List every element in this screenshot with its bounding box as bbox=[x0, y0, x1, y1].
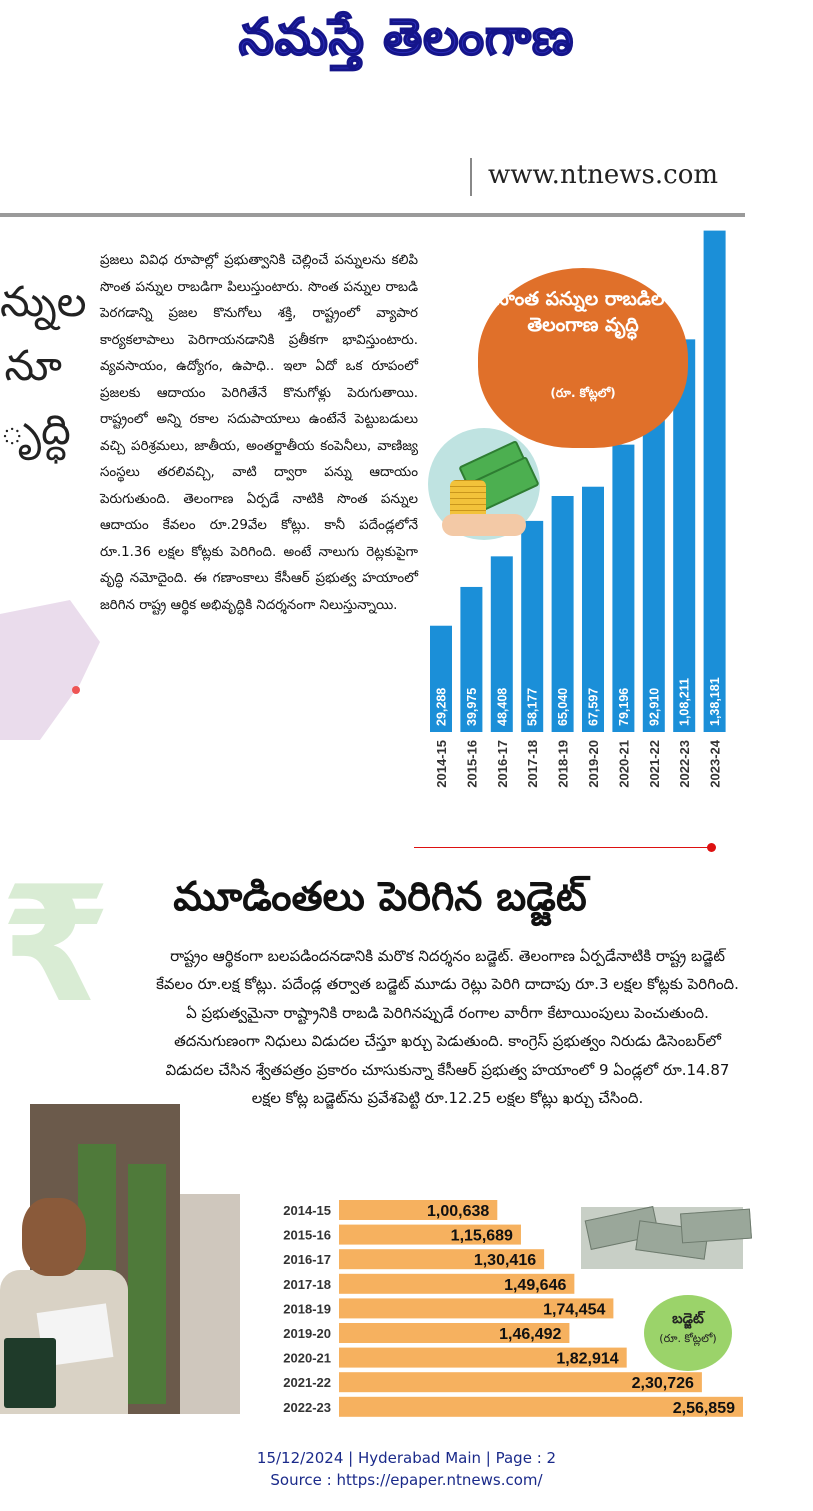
section-separator-dot bbox=[707, 843, 716, 852]
budget-bar-value-label: 2,30,726 bbox=[631, 1375, 694, 1393]
tax-bar-value-label: 1,38,181 bbox=[708, 677, 723, 726]
budget-year-tick-label: 2021-22 bbox=[283, 1375, 331, 1391]
tax-bar-value-label: 65,040 bbox=[556, 687, 571, 726]
budget-year-tick-label: 2016-17 bbox=[283, 1252, 331, 1268]
passbook-graphic bbox=[4, 1338, 56, 1408]
tax-year-tick-label: 2017-18 bbox=[525, 740, 541, 788]
budget-year-tick-label: 2020-21 bbox=[283, 1350, 331, 1366]
tax-bar-value-label: 39,975 bbox=[464, 687, 479, 726]
tax-bar-value-label: 58,177 bbox=[525, 687, 540, 726]
budget-year-tick-label: 2018-19 bbox=[283, 1301, 331, 1317]
partial-headline bbox=[0, 270, 87, 462]
rupee-icon: ₹ bbox=[0, 851, 112, 1038]
tax-year-tick-label: 2015-16 bbox=[464, 740, 480, 788]
budget-heading: మూడింతలు పెరిగిన బడ్జెట్ bbox=[173, 874, 587, 920]
budget-year-tick-label: 2014-15 bbox=[283, 1203, 331, 1218]
budget-bar-value-label: 1,74,454 bbox=[543, 1301, 606, 1319]
tax-bar-value-label: 29,288 bbox=[434, 687, 449, 726]
tax-bar-value-label: 92,910 bbox=[647, 687, 662, 726]
url-divider bbox=[470, 158, 472, 196]
masthead-title: నమస్తే తెలంగాణ bbox=[238, 8, 575, 66]
farmer-photo bbox=[0, 1190, 128, 1414]
page-footer bbox=[0, 1447, 813, 1491]
article-paragraph-tax: ప్రజలు వివిధ రూపాల్లో ప్రభుత్వానికి చెల్లించే పన్నులను కలిపి సొంత పన్నుల రాబడిగా పిలుస్తుంటారు. సొంత పన్నుల రాబడి పెరగడాన్ని ప్రజల కొనుగోలు శక్తి, రాష్ట్రంలో వ్యాపార కార్యకలాపాలు పెరిగాయనడానికి ప్రతీకగా భావిస్తుంటారు. వ్యవసాయం, ఉద్యోగం, ఉపాధి.. ఇలా ఏదో ఒక రూపంలో ప్రజలకు ఆదాయం పెరిగితేనే కొనుగోళ్లు పెరుగుతాయి. రాష్ట్రంలో అన్ని రకాల సదుపాయాలు ఉంటేనే పెట్టుబడులు వచ్చి పరిశ్రమలు, జాతీయ, అంతర్జాతీయ కంపెనీలు, వాణిజ్య సంస్థలు తరలివచ్చి, వాటి ద్వారా పన్ను ఆదాయం పెరుగుతుంది. తెలంగాణ ఏర్పడే నాటికి సొంత పన్నుల ఆదాయం కేవలం రూ.29వేల కోట్లు. కానీ పదేండ్లలోనే రూ.1.36 లక్షల కోట్లకు పెరిగింది. అంటే నాలుగు రెట్లకుపైగా వృద్ధి నమోదైంది. ఈ గణాంకాలు కేసీఆర్ ప్రభుత్వ హయాంలో జరిగిన రాష్ట్ర ఆర్థిక అభివృద్ధికి నిదర్శనంగా నిలుస్తున్నాయి. bbox=[100, 253, 418, 613]
footer-dateline: 15/12/2024 | Hyderabad Main | Page : 2 bbox=[256, 1449, 557, 1467]
building-side bbox=[180, 1194, 240, 1414]
footer-source[interactable]: Source : https://epaper.ntnews.com/ bbox=[270, 1471, 543, 1489]
tax-bar-2023-24 bbox=[704, 231, 726, 732]
map-marker-dot bbox=[72, 686, 80, 694]
budget-bar-value-label: 1,15,689 bbox=[450, 1227, 513, 1245]
top-rule bbox=[0, 213, 745, 217]
partial-headline-line: నూ bbox=[4, 341, 62, 390]
tax-year-tick-label: 2019-20 bbox=[586, 740, 601, 788]
tax-bar-value-label: 67,597 bbox=[586, 687, 601, 726]
tax-growth-badge bbox=[478, 268, 688, 448]
badge-title: సొంత పన్నుల రాబడిలో తెలంగాణ వృద్ధి bbox=[495, 288, 671, 336]
telangana-map-graphic bbox=[0, 600, 100, 740]
tax-year-tick-label: 2020-21 bbox=[616, 740, 632, 788]
money-hand-icon bbox=[428, 428, 540, 540]
budget-bar-value-label: 1,46,492 bbox=[499, 1326, 562, 1343]
site-url[interactable]: www.ntnews.com bbox=[488, 160, 719, 190]
masthead bbox=[0, 0, 813, 90]
tax-bar-2021-22 bbox=[643, 395, 665, 732]
tax-year-tick-label: 2021-22 bbox=[646, 740, 662, 788]
budget-year-tick-label: 2015-16 bbox=[283, 1227, 331, 1243]
person-head bbox=[22, 1198, 86, 1276]
article-paragraph-budget: రాష్ట్రం ఆర్థికంగా బలపడిందనడానికి మరొక నిదర్శనం బడ్జెట్. తెలంగాణ ఏర్పడేనాటికి రాష్ట్ర బడ్జెట్ కేవలం రూ.లక్ష కోట్లు. పదేండ్ల తర్వాత బడ్జెట్ మూడు రెట్లు పెరిగి దాదాపు రూ.3 లక్షల కోట్లకు పెరిగింది. ఏ ప్రభుత్వమైనా రాష్ట్రానికి రాబడి పెరిగినప్పుడే రంగాల వారీగా కేటాయింపులు పెంచుతుంది. తదనుగుణంగా నిధులు విడుదల చేస్తూ ఖర్చు పెడుతుంది. కాంగ్రెస్ ప్రభుత్వం నిరుడు డిసెంబర్‌లో విడుదల చేసిన శ్వేతపత్రం ప్రకారం చూసుకున్నా కేసీఆర్ ప్రభుత్వ హయాంలో 9 ఏండ్లలో రూ.14.87 లక్షల కోట్ల బడ్జెట్‌ను ప్రవేశపెట్టి రూ.12.25 లక్షల కోట్లు ఖర్చు చేసింది. bbox=[156, 947, 739, 1108]
badge-unit: (రూ. కోట్లలో) bbox=[550, 386, 616, 400]
budget-bar-value-label: 1,82,914 bbox=[556, 1350, 619, 1368]
budget-year-tick-label: 2022-23 bbox=[283, 1399, 331, 1415]
tax-year-tick-label: 2018-19 bbox=[555, 740, 571, 788]
budget-bar-value-label: 2,56,859 bbox=[672, 1399, 735, 1417]
tax-year-tick-label: 2022-23 bbox=[677, 740, 693, 788]
budget-year-tick-label: 2017-18 bbox=[283, 1276, 331, 1292]
budget-bar-value-label: 1,30,416 bbox=[473, 1252, 537, 1270]
tax-bar-value-label: 1,08,211 bbox=[677, 678, 692, 726]
tax-bar-value-label: 48,408 bbox=[495, 687, 510, 726]
section-separator-line bbox=[414, 847, 710, 848]
budget-badge-title: బడ్జెట్ bbox=[672, 1311, 704, 1327]
tax-year-tick-label: 2014-15 bbox=[434, 740, 449, 788]
budget-bar-value-label: 1,49,646 bbox=[504, 1276, 567, 1294]
hand-graphic bbox=[442, 514, 526, 536]
budget-badge-unit: (రూ. కోట్లలో) bbox=[659, 1332, 717, 1345]
partial-headline-line: ృద్ధి bbox=[0, 405, 71, 454]
budget-bar-value-label: 1,00,638 bbox=[427, 1203, 490, 1220]
budget-year-tick-label: 2019-20 bbox=[283, 1326, 331, 1341]
budget-badge bbox=[644, 1295, 732, 1371]
tax-year-tick-label: 2016-17 bbox=[494, 740, 510, 788]
green-wall bbox=[128, 1164, 166, 1404]
tax-year-tick-label: 2023-24 bbox=[707, 740, 723, 788]
partial-headline-line: న్నుల bbox=[0, 277, 87, 326]
tax-bar-value-label: 79,196 bbox=[616, 687, 631, 726]
